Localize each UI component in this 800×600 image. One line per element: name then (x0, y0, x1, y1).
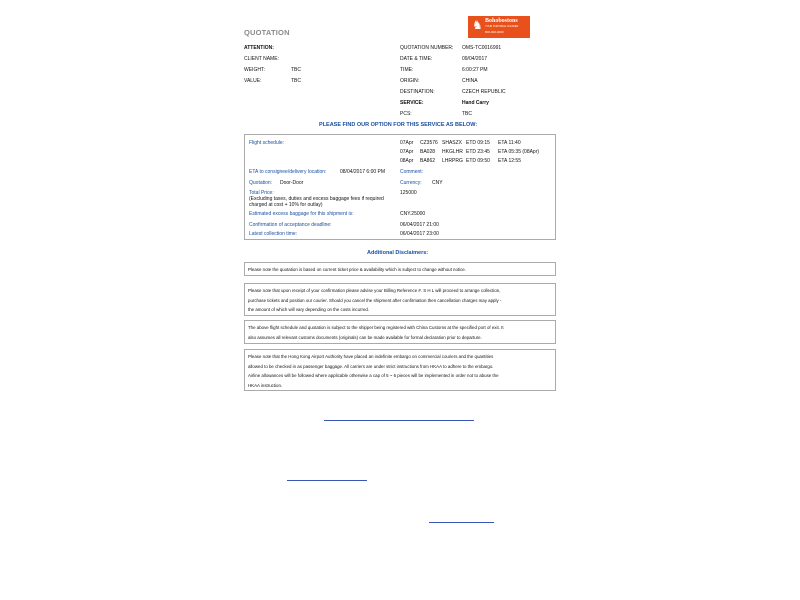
header-row-date: DATE & TIME: 09/04/2017 (400, 56, 488, 62)
total-price-label: Total Price: (249, 190, 274, 196)
flight-row: 07Apr CZ3576 SHASZX ETD 09:15 ETA 11:40 (400, 140, 521, 146)
disclaimer-line: Airline allowances will be followed where applicable otherwise a cap of 5 ~ 6 pieces will be implemented in order not to abuse the (248, 373, 499, 378)
header-row-pcs: PCS: TBC (400, 111, 472, 117)
header-row-time: TIME: 6:00:27 PM (400, 67, 488, 73)
confirmation-deadline-value: 06/04/2017 21:00 (400, 222, 439, 228)
link-underline[interactable] (429, 522, 494, 523)
link-underline[interactable] (287, 480, 367, 481)
link-underline[interactable] (324, 420, 474, 421)
logo-brand: Bohobostons (485, 18, 518, 24)
disclaimer-line: Please note the quotation is based on current ticket price & availability which is subject to change without notice. (248, 267, 466, 272)
disclaimer-line: HKAA instruction. (248, 382, 283, 388)
excess-baggage-label: Estimated excess baggage for this shipment is: (249, 211, 354, 217)
option-heading: PLEASE FIND OUR OPTION FOR THIS SERVICE AS BELOW: (319, 122, 478, 128)
eta-label: ETA to consignee/delivery location: (249, 169, 327, 175)
disclaimer-line: Please note that upon receipt of your confirmation please advise your Billing Reference #. S H L will proceed to arrange collection, (248, 288, 501, 293)
header-row-client-name: CLIENT NAME: (244, 56, 279, 62)
disclaimer-box (244, 320, 556, 344)
flight-row: 08Apr BA862 LHRPRG ETD 09:50 ETA 12:55 (400, 158, 521, 164)
currency-value: CNY (432, 180, 443, 186)
logo-tagline: YOUR PORTABLE COURIER (485, 25, 519, 28)
currency-label: Currency: (400, 180, 422, 186)
logo-phone: 800-000-0000 (485, 30, 504, 34)
comment-label: Comment: (400, 169, 424, 175)
disclaimer-line: The above flight schedule and quotation is subject to the shipper being registered with China Customs at the specified port of exit. It (248, 325, 504, 330)
total-price-note: charged at cost + 10% for outlay) (249, 202, 323, 208)
header-row-service: SERVICE: Hand Carry (400, 100, 489, 106)
quotation-value: Door-Door (280, 180, 304, 186)
quotation-label: Quotation: (249, 180, 273, 186)
flight-row: 07Apr BA028 HKGLHR ETD 23:45 ETA 05:35 (08Apr) (400, 149, 540, 155)
disclaimer-line: Please note that the Hong Kong Airport Authority have placed an indefinite embargo on commercial couriers and the quantities (248, 354, 494, 359)
header-right (400, 43, 506, 120)
eta-value: 08/04/2017 6:00 PM (340, 169, 386, 175)
flight-schedule-label: Flight schedule: (249, 140, 285, 146)
header-row-quotation-number: QUOTATION NUMBER: OMS-TC0016991 (400, 45, 502, 51)
header-row-weight: WEIGHT: TBC (244, 67, 301, 73)
excess-baggage-value: CNY.25000 (400, 211, 426, 217)
horse-logo-icon: ♞ (472, 18, 483, 32)
disclaimer-box (244, 349, 556, 391)
total-price-value: 125000 (400, 190, 417, 196)
disclaimers-heading: Additional Disclaimers: (367, 250, 429, 256)
disclaimer-box (244, 262, 556, 276)
collection-time-value: 06/04/2017 23:00 (400, 231, 439, 237)
disclaimer-line: also assumes all relevant customs documents (originals) can be made available for formal declaration prior to departure. (248, 334, 482, 340)
document-title: QUOTATION (244, 28, 290, 37)
confirmation-deadline-label: Confirmation of acceptance deadline: (249, 222, 332, 228)
header-row-attention: ATTENTION: (244, 45, 274, 51)
total-price-note: (Excluding taxes, duties and excess baggage fees if required (249, 196, 384, 202)
header-row-value: VALUE: TBC (244, 78, 301, 84)
disclaimer-line: allowed to be checked in as passenger baggage. All carriers are under strict instructions from HKAA to adhere to the embargo. (248, 363, 494, 369)
header-row-origin: ORIGIN: CHINA (400, 78, 478, 84)
header-left (244, 43, 301, 87)
disclaimer-box (244, 283, 556, 316)
disclaimer-line: purchase tickets and position our courier. Should you cancel the shipment after confirmation then cancellation charges may apply - (248, 297, 502, 303)
disclaimer-line: the amount of which will vary depending on the costs incurred. (248, 307, 370, 312)
collection-time-label: Latest collection time: (249, 231, 298, 237)
header-row-destination: DESTINATION: CZECH REPUBLIC (400, 89, 506, 95)
company-logo (468, 16, 530, 38)
